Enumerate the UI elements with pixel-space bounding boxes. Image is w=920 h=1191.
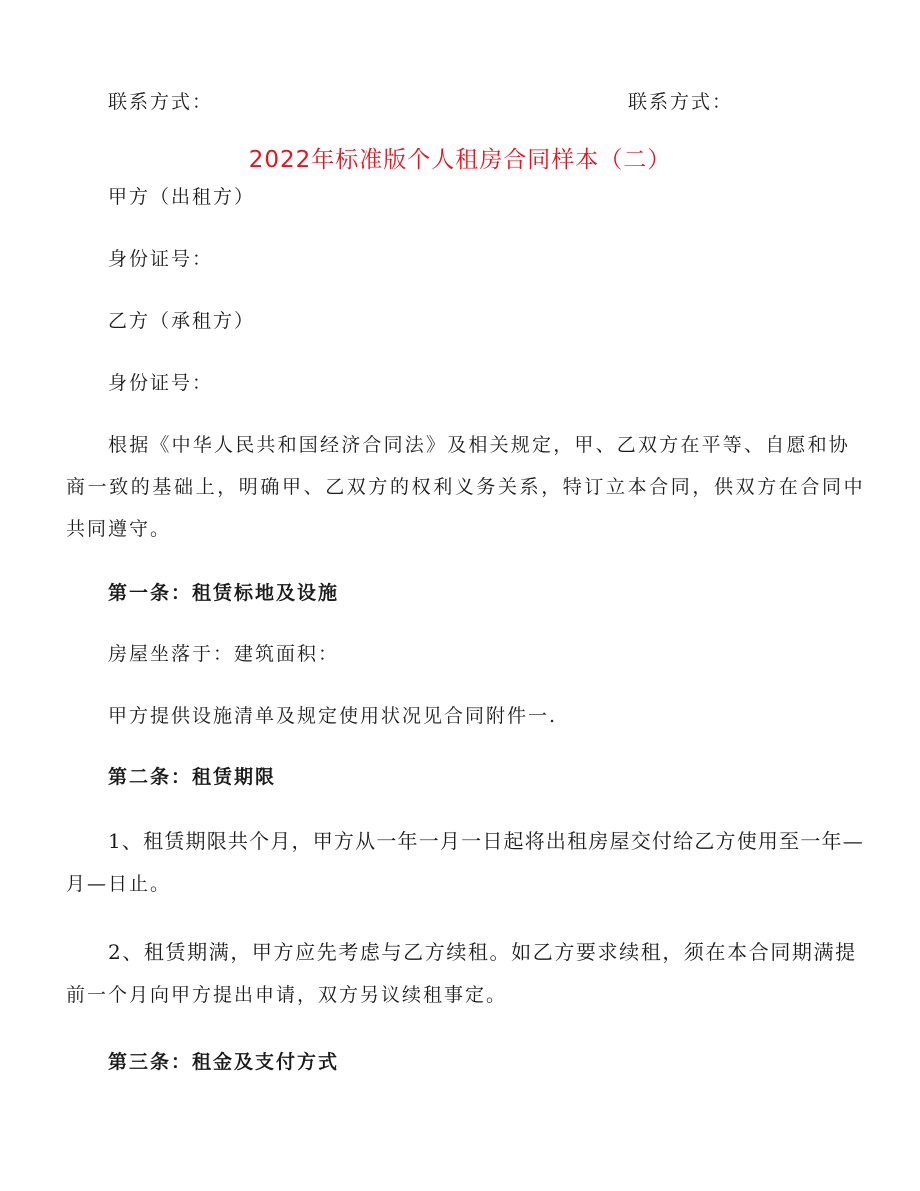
article-1-heading: 第一条：租赁标地及设施 — [108, 582, 340, 604]
article-1-location: 房屋坐落于：建筑面积： — [108, 643, 340, 665]
article-2-clause-2-line-2: 前一个月向甲方提出申请，双方另议续租事定。 — [66, 984, 508, 1006]
preamble-line-3: 共同遵守。 — [66, 518, 172, 540]
article-1-facilities: 甲方提供设施清单及规定使用状况见合同附件一. — [108, 705, 558, 727]
preamble-line-1: 根据《中华人民共和国经济合同法》及相关规定，甲、乙双方在平等、自愿和协 — [108, 434, 851, 456]
party-b-id: 身份证号： — [108, 372, 214, 394]
contact-right: 联系方式： — [628, 91, 734, 113]
document-title: 2022年标准版个人租房合同样本（二） — [248, 147, 672, 173]
preamble-line-2: 商一致的基础上，明确甲、乙双方的权利义务关系，特订立本合同，供双方在合同中 — [66, 476, 866, 498]
article-2-clause-2-line-1: 2、租赁期满，甲方应先考虑与乙方续租。如乙方要求续租，须在本合同期满提 — [108, 940, 857, 964]
party-a-label: 甲方（出租方） — [108, 186, 256, 208]
contact-left: 联系方式： — [108, 91, 214, 113]
party-a-id: 身份证号： — [108, 248, 214, 270]
article-2-clause-1-line-2: 月—日止。 — [66, 873, 172, 895]
article-2-heading: 第二条：租赁期限 — [108, 766, 277, 788]
article-2-clause-1-line-1: 1、租赁期限共个月，甲方从一年一月一日起将出租房屋交付给乙方使用至一年— — [108, 829, 864, 853]
article-3-heading: 第三条：租金及支付方式 — [108, 1051, 340, 1073]
party-b-label: 乙方（承租方） — [108, 310, 256, 332]
